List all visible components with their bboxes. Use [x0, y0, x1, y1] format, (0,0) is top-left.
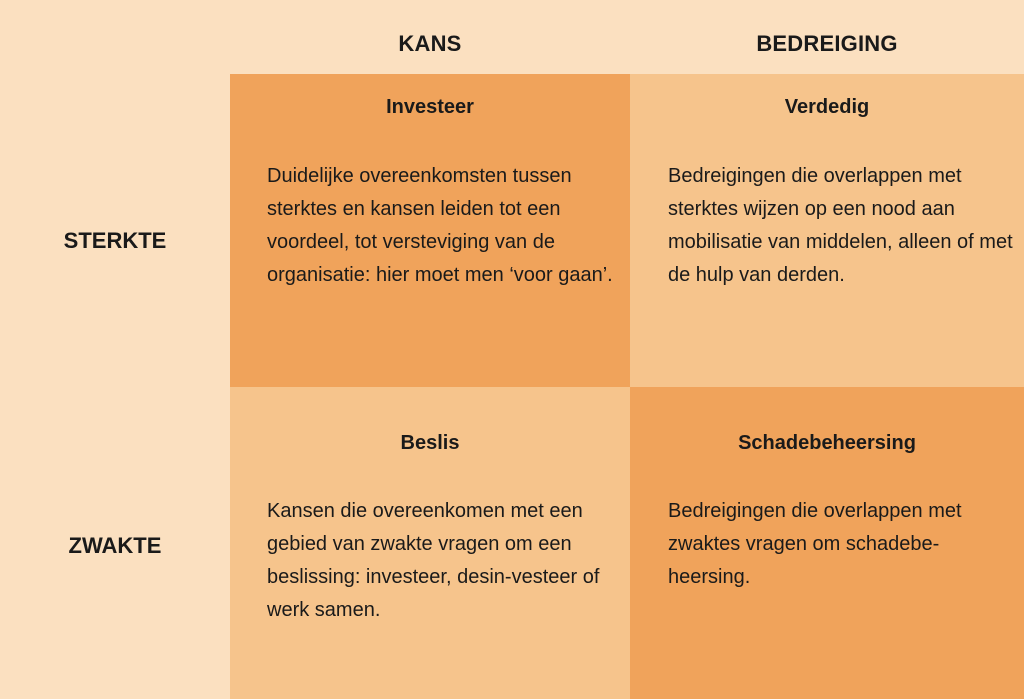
quadrant-title: Verdedig	[784, 96, 870, 118]
quadrant-text: Bedreigingen die overlappen met sterktes wijzen op een nood aan mobilisatie van middelen, alleen of met de hulp van derden.	[668, 165, 1013, 286]
quadrant-schadebeheersing	[630, 387, 1024, 699]
quadrant-beslis	[230, 387, 630, 699]
quadrant-title: Investeer	[386, 96, 474, 118]
quadrant-title: Schadebeheersing	[738, 432, 916, 454]
column-header-kans: KANS	[398, 31, 462, 56]
quadrant-text: Duidelijke overeenkomsten tussen sterktes en kansen leiden tot een voordeel, tot versteviging van de organisatie: hier moet men ‘voor gaan’.	[267, 165, 613, 286]
quadrant-text: Bedreigingen die overlappen met zwaktes vragen om schadebe-heersing.	[668, 500, 962, 588]
quadrant-title: Beslis	[400, 432, 460, 454]
quadrant-investeer	[230, 74, 630, 387]
column-header-bedreiging: BEDREIGING	[756, 31, 898, 56]
quadrant-verdedig	[630, 74, 1024, 387]
row-header-zwakte: ZWAKTE	[68, 533, 162, 558]
row-header-sterkte: STERKTE	[63, 228, 167, 253]
quadrant-text: Kansen die overeenkomen met een gebied van zwakte vragen om een beslissing: investeer, desin-vesteer of werk samen.	[267, 500, 600, 621]
